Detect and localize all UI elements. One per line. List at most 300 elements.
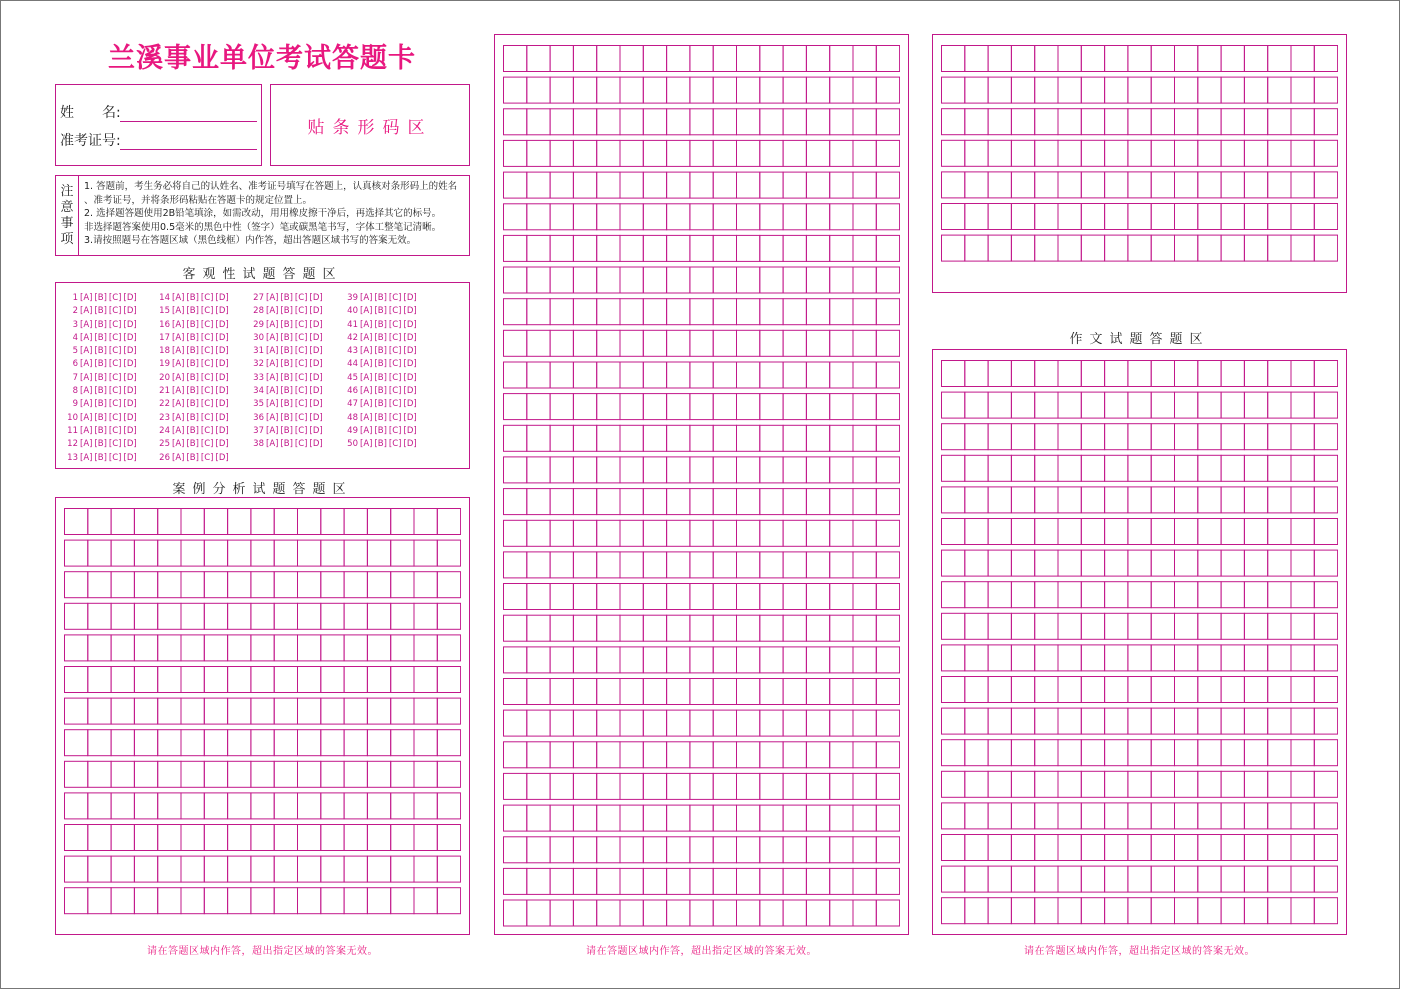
answer-bubble[interactable]: [A]: [172, 319, 185, 330]
answer-bubble[interactable]: [A]: [360, 293, 373, 303]
answer-bubble[interactable]: [C]: [108, 386, 122, 397]
answer-bubble[interactable]: [B]: [94, 346, 107, 357]
question-number: 20: [159, 372, 170, 383]
grid-cell: [760, 457, 783, 483]
answer-bubble[interactable]: [A]: [172, 332, 185, 343]
answer-bubble[interactable]: [C]: [108, 359, 122, 370]
case-writing-grid[interactable]: [64, 508, 461, 923]
answer-bubble[interactable]: [D]: [215, 346, 229, 357]
grid-cell: [853, 172, 876, 198]
answer-bubble[interactable]: [B]: [374, 359, 387, 370]
question-row: [64, 345, 139, 358]
answer-bubble[interactable]: [B]: [374, 332, 387, 343]
grid-cell: [1151, 487, 1174, 513]
grid-cell: [853, 520, 876, 546]
answer-bubble[interactable]: [A]: [80, 359, 93, 370]
answer-bubble[interactable]: [B]: [94, 306, 107, 317]
grid-cell: [830, 299, 853, 325]
answer-bubble[interactable]: [D]: [403, 412, 417, 423]
grid-cell: [158, 856, 181, 882]
answer-bubble[interactable]: [D]: [309, 332, 323, 343]
grid-cell: [620, 615, 643, 641]
answer-bubble[interactable]: [C]: [200, 332, 214, 343]
grid-cell: [737, 900, 760, 926]
grid-cell: [1058, 455, 1081, 481]
answer-bubble[interactable]: [B]: [186, 359, 199, 370]
grid-cell: [713, 204, 736, 230]
grid-cell: [643, 552, 666, 578]
answer-bubble[interactable]: [A]: [360, 372, 373, 383]
grid-cell: [527, 710, 550, 736]
answer-bubble[interactable]: [B]: [280, 399, 293, 410]
answer-bubble[interactable]: [A]: [360, 399, 373, 410]
grid-cell: [830, 679, 853, 705]
answer-bubble[interactable]: [A]: [360, 439, 373, 450]
answer-bubble[interactable]: [D]: [123, 372, 137, 383]
grid-cell: [942, 109, 965, 135]
answer-bubble[interactable]: [A]: [266, 372, 279, 383]
grid-cell: [181, 509, 204, 535]
answer-bubble[interactable]: [A]: [172, 386, 185, 397]
answer-bubble[interactable]: [D]: [309, 359, 323, 370]
answer-bubble[interactable]: [C]: [388, 332, 402, 343]
grid-cell: [65, 793, 88, 819]
grid-cell: [1151, 77, 1174, 103]
answer-bubble[interactable]: [B]: [374, 399, 387, 410]
answer-bubble[interactable]: [D]: [123, 412, 137, 423]
grid-cell: [204, 761, 227, 787]
grid-cell: [1105, 172, 1128, 198]
answer-bubble[interactable]: [C]: [294, 306, 308, 317]
grid-cell: [391, 825, 414, 851]
answer-bubble[interactable]: [C]: [294, 425, 308, 436]
grid-cell: [1151, 645, 1174, 671]
grid-cell: [298, 509, 321, 535]
answer-bubble[interactable]: [C]: [294, 346, 308, 357]
answer-bubble[interactable]: [A]: [266, 399, 279, 410]
answer-bubble[interactable]: [D]: [215, 412, 229, 423]
grid-cell: [1058, 677, 1081, 703]
answer-bubble[interactable]: [A]: [172, 293, 185, 303]
answer-bubble[interactable]: [A]: [360, 412, 373, 423]
answer-bubble[interactable]: [A]: [172, 346, 185, 357]
answer-bubble[interactable]: [D]: [123, 425, 137, 436]
answer-bubble[interactable]: [A]: [266, 293, 279, 303]
grid-cell: [853, 773, 876, 799]
answer-bubble[interactable]: [A]: [80, 412, 93, 423]
answer-bubble[interactable]: [B]: [94, 399, 107, 410]
answer-bubble[interactable]: [B]: [94, 452, 107, 463]
grid-cell: [620, 710, 643, 736]
grid-cell: [1035, 835, 1058, 861]
answer-bubble[interactable]: [D]: [215, 372, 229, 383]
answer-bubble[interactable]: [D]: [403, 332, 417, 343]
answer-bubble[interactable]: [A]: [266, 425, 279, 436]
answer-bubble[interactable]: [D]: [309, 425, 323, 436]
answer-bubble[interactable]: [C]: [200, 319, 214, 330]
answer-bubble[interactable]: [D]: [215, 439, 229, 450]
answer-bubble[interactable]: [A]: [360, 386, 373, 397]
answer-bubble[interactable]: [C]: [200, 412, 214, 423]
grid-cell: [760, 77, 783, 103]
answer-bubble[interactable]: [A]: [360, 346, 373, 357]
answer-bubble[interactable]: [D]: [309, 372, 323, 383]
answer-bubble[interactable]: [C]: [200, 372, 214, 383]
grid-cell: [228, 856, 251, 882]
answer-bubble[interactable]: [D]: [309, 412, 323, 423]
answer-bubble[interactable]: [D]: [215, 293, 229, 303]
answer-bubble[interactable]: [B]: [374, 439, 387, 450]
answer-bubble[interactable]: [C]: [200, 346, 214, 357]
answer-bubble[interactable]: [D]: [309, 293, 323, 303]
answer-bubble[interactable]: [D]: [403, 372, 417, 383]
grid-cell: [830, 520, 853, 546]
answer-bubble[interactable]: [C]: [294, 412, 308, 423]
answer-bubble[interactable]: [C]: [200, 306, 214, 317]
answer-bubble[interactable]: [D]: [123, 399, 137, 410]
grid-cell: [1198, 582, 1221, 608]
answer-bubble[interactable]: [B]: [186, 425, 199, 436]
answer-bubble[interactable]: [B]: [280, 359, 293, 370]
answer-bubble[interactable]: [A]: [172, 399, 185, 410]
answer-bubble[interactable]: [D]: [309, 386, 323, 397]
grid-cell: [597, 710, 620, 736]
answer-bubble[interactable]: [C]: [294, 332, 308, 343]
answer-bubble[interactable]: [C]: [108, 425, 122, 436]
answer-bubble[interactable]: [B]: [280, 332, 293, 343]
answer-bubble[interactable]: [C]: [294, 359, 308, 370]
answer-bubble[interactable]: [A]: [266, 346, 279, 357]
grid-cell: [942, 455, 965, 481]
answer-bubble[interactable]: [C]: [294, 372, 308, 383]
grid-cell: [1105, 898, 1128, 924]
grid-cell: [1128, 519, 1151, 545]
answer-bubble[interactable]: [B]: [94, 425, 107, 436]
answer-bubble[interactable]: [C]: [108, 346, 122, 357]
grid-cell: [876, 140, 899, 166]
grid-cell: [830, 584, 853, 610]
answer-bubble[interactable]: [A]: [266, 412, 279, 423]
answer-bubble[interactable]: [B]: [186, 372, 199, 383]
grid-cell: [620, 489, 643, 515]
answer-bubble[interactable]: [A]: [360, 319, 373, 330]
answer-bubble[interactable]: [B]: [374, 425, 387, 436]
answer-bubble[interactable]: [B]: [94, 439, 107, 450]
answer-bubble[interactable]: [B]: [280, 372, 293, 383]
exam-id-field[interactable]: [120, 149, 257, 150]
answer-bubble[interactable]: [A]: [172, 359, 185, 370]
answer-bubble[interactable]: [B]: [374, 319, 387, 330]
grid-cell: [597, 425, 620, 451]
grid-cell: [620, 425, 643, 451]
grid-cell: [853, 109, 876, 135]
answer-bubble[interactable]: [B]: [280, 412, 293, 423]
answer-bubble[interactable]: [C]: [388, 399, 402, 410]
answer-bubble[interactable]: [C]: [200, 386, 214, 397]
answer-bubble[interactable]: [D]: [309, 346, 323, 357]
top-right-writing-grid[interactable]: [941, 45, 1338, 270]
answer-bubble[interactable]: [D]: [403, 319, 417, 330]
answer-bubble[interactable]: [B]: [94, 412, 107, 423]
answer-bubble[interactable]: [B]: [186, 293, 199, 303]
answer-bubble[interactable]: [C]: [200, 452, 214, 463]
grid-cell: [667, 172, 690, 198]
answer-bubble[interactable]: [D]: [403, 439, 417, 450]
answer-bubble[interactable]: [A]: [80, 399, 93, 410]
answer-bubble[interactable]: [C]: [108, 452, 122, 463]
answer-bubble[interactable]: [C]: [108, 412, 122, 423]
answer-bubble[interactable]: [A]: [360, 306, 373, 317]
answer-bubble[interactable]: [B]: [280, 293, 293, 303]
answer-bubble[interactable]: [A]: [266, 386, 279, 397]
answer-bubble[interactable]: [A]: [80, 293, 93, 303]
answer-bubble[interactable]: [A]: [172, 412, 185, 423]
answer-bubble[interactable]: [D]: [123, 386, 137, 397]
answer-bubble[interactable]: [D]: [123, 346, 137, 357]
grid-cell: [251, 793, 274, 819]
answer-bubble[interactable]: [D]: [123, 293, 137, 303]
answer-bubble[interactable]: [C]: [388, 439, 402, 450]
question-row: [156, 372, 231, 385]
answer-bubble[interactable]: [C]: [200, 293, 214, 303]
answer-bubble[interactable]: [C]: [388, 425, 402, 436]
answer-bubble[interactable]: [B]: [280, 346, 293, 357]
grid-cell: [1244, 204, 1267, 230]
grid-cell: [1268, 361, 1291, 387]
answer-bubble[interactable]: [B]: [94, 332, 107, 343]
grid-cell: [690, 552, 713, 578]
grid-cell: [274, 635, 297, 661]
answer-bubble[interactable]: [A]: [266, 306, 279, 317]
grid-cell: [321, 698, 344, 724]
answer-bubble[interactable]: [D]: [403, 346, 417, 357]
answer-bubble[interactable]: [C]: [200, 359, 214, 370]
grid-cell: [1058, 835, 1081, 861]
answer-bubble[interactable]: [A]: [80, 425, 93, 436]
name-field[interactable]: [120, 121, 257, 122]
answer-bubble[interactable]: [A]: [172, 425, 185, 436]
grid-cell: [573, 489, 596, 515]
grid-cell: [965, 487, 988, 513]
middle-writing-grid[interactable]: [503, 45, 900, 935]
answer-bubble[interactable]: [C]: [108, 319, 122, 330]
answer-bubble[interactable]: [D]: [123, 306, 137, 317]
answer-bubble[interactable]: [B]: [186, 319, 199, 330]
grid-cell: [713, 140, 736, 166]
answer-bubble[interactable]: [D]: [215, 319, 229, 330]
answer-bubble[interactable]: [B]: [374, 386, 387, 397]
answer-bubble[interactable]: [B]: [186, 452, 199, 463]
answer-bubble[interactable]: [B]: [280, 386, 293, 397]
essay-writing-grid[interactable]: [941, 360, 1338, 933]
answer-bubble[interactable]: [A]: [266, 319, 279, 330]
answer-bubble[interactable]: [C]: [200, 439, 214, 450]
grid-cell: [88, 825, 111, 851]
answer-bubble[interactable]: [A]: [360, 425, 373, 436]
answer-bubble[interactable]: [D]: [403, 359, 417, 370]
answer-bubble[interactable]: [D]: [215, 359, 229, 370]
answer-bubble[interactable]: [A]: [80, 452, 93, 463]
grid-cell: [527, 900, 550, 926]
grid-cell: [1314, 172, 1337, 198]
answer-bubble[interactable]: [B]: [374, 346, 387, 357]
grid-cell: [1268, 740, 1291, 766]
grid-cell: [1151, 866, 1174, 892]
answer-bubble[interactable]: [C]: [388, 346, 402, 357]
question-row: [344, 292, 419, 305]
answer-bubble[interactable]: [A]: [172, 452, 185, 463]
answer-bubble[interactable]: [B]: [374, 372, 387, 383]
answer-bubble[interactable]: [C]: [388, 319, 402, 330]
answer-bubble[interactable]: [B]: [186, 346, 199, 357]
grid-cell: [667, 46, 690, 72]
notes-label-char: 项: [60, 232, 74, 247]
answer-bubble[interactable]: [C]: [200, 425, 214, 436]
answer-bubble[interactable]: [B]: [280, 439, 293, 450]
grid-cell: [1081, 77, 1104, 103]
grid-cell: [643, 584, 666, 610]
grid-cell: [643, 46, 666, 72]
grid-cell: [65, 667, 88, 693]
answer-bubble[interactable]: [D]: [403, 386, 417, 397]
answer-bubble[interactable]: [C]: [388, 372, 402, 383]
grid-cell: [1175, 677, 1198, 703]
grid-cell: [437, 856, 460, 882]
answer-bubble[interactable]: [B]: [94, 386, 107, 397]
grid-cell: [760, 710, 783, 736]
answer-bubble[interactable]: [D]: [309, 319, 323, 330]
grid-cell: [760, 235, 783, 261]
answer-bubble[interactable]: [D]: [309, 399, 323, 410]
answer-bubble[interactable]: [C]: [108, 372, 122, 383]
answer-bubble[interactable]: [D]: [215, 399, 229, 410]
answer-bubble[interactable]: [D]: [215, 306, 229, 317]
answer-bubble[interactable]: [C]: [200, 399, 214, 410]
answer-bubble[interactable]: [C]: [294, 293, 308, 303]
answer-bubble[interactable]: [A]: [266, 439, 279, 450]
answer-bubble[interactable]: [B]: [94, 293, 107, 303]
answer-bubble[interactable]: [B]: [186, 386, 199, 397]
answer-bubble[interactable]: [C]: [108, 439, 122, 450]
answer-bubble[interactable]: [B]: [280, 425, 293, 436]
answer-bubble[interactable]: [D]: [123, 359, 137, 370]
answer-bubble[interactable]: [A]: [80, 386, 93, 397]
answer-bubble[interactable]: [B]: [186, 439, 199, 450]
answer-bubble[interactable]: [A]: [172, 439, 185, 450]
answer-bubble[interactable]: [A]: [80, 346, 93, 357]
answer-bubble[interactable]: [B]: [374, 412, 387, 423]
answer-bubble[interactable]: [D]: [403, 425, 417, 436]
grid-cell: [806, 520, 829, 546]
answer-bubble[interactable]: [B]: [374, 306, 387, 317]
grid-cell: [527, 584, 550, 610]
answer-bubble[interactable]: [D]: [123, 332, 137, 343]
grid-cell: [1198, 740, 1221, 766]
answer-bubble[interactable]: [D]: [215, 386, 229, 397]
grid-cell: [620, 394, 643, 420]
grid-cell: [1268, 172, 1291, 198]
answer-bubble[interactable]: [C]: [388, 306, 402, 317]
answer-bubble[interactable]: [B]: [94, 319, 107, 330]
answer-bubble[interactable]: [B]: [94, 359, 107, 370]
grid-cell: [643, 805, 666, 831]
grid-cell: [134, 793, 157, 819]
grid-cell: [1291, 235, 1314, 261]
answer-bubble[interactable]: [D]: [123, 452, 137, 463]
grid-cell: [1058, 519, 1081, 545]
answer-bubble[interactable]: [B]: [186, 412, 199, 423]
answer-bubble[interactable]: [B]: [186, 306, 199, 317]
answer-bubble[interactable]: [C]: [294, 386, 308, 397]
answer-bubble[interactable]: [C]: [294, 399, 308, 410]
grid-cell: [504, 172, 527, 198]
answer-bubble[interactable]: [D]: [403, 293, 417, 303]
answer-bubble[interactable]: [C]: [108, 399, 122, 410]
answer-bubble[interactable]: [D]: [215, 332, 229, 343]
answer-bubble[interactable]: [B]: [374, 293, 387, 303]
grid-cell: [1035, 361, 1058, 387]
answer-bubble[interactable]: [A]: [360, 359, 373, 370]
answer-bubble[interactable]: [C]: [108, 332, 122, 343]
grid-cell: [437, 667, 460, 693]
question-row: [344, 385, 419, 398]
answer-bubble[interactable]: [B]: [186, 399, 199, 410]
grid-cell: [181, 761, 204, 787]
answer-bubble[interactable]: [A]: [80, 439, 93, 450]
answer-bubble[interactable]: [D]: [403, 399, 417, 410]
answer-bubble[interactable]: [D]: [403, 306, 417, 317]
answer-bubble[interactable]: [D]: [309, 306, 323, 317]
answer-bubble[interactable]: [A]: [172, 372, 185, 383]
answer-bubble[interactable]: [C]: [388, 412, 402, 423]
grid-cell: [573, 837, 596, 863]
answer-bubble[interactable]: [A]: [80, 372, 93, 383]
grid-cell: [737, 710, 760, 736]
answer-bubble[interactable]: [C]: [294, 439, 308, 450]
answer-bubble[interactable]: [C]: [294, 319, 308, 330]
grid-cell: [806, 362, 829, 388]
answer-bubble[interactable]: [D]: [123, 439, 137, 450]
answer-bubble[interactable]: [A]: [80, 319, 93, 330]
answer-bubble[interactable]: [C]: [108, 293, 122, 303]
answer-bubble[interactable]: [C]: [108, 306, 122, 317]
answer-bubble[interactable]: [B]: [280, 306, 293, 317]
answer-bubble[interactable]: [C]: [388, 293, 402, 303]
answer-bubble[interactable]: [B]: [280, 319, 293, 330]
grid-cell: [1011, 582, 1034, 608]
answer-bubble[interactable]: [C]: [388, 386, 402, 397]
grid-cell: [667, 773, 690, 799]
answer-bubble[interactable]: [A]: [266, 359, 279, 370]
answer-bubble[interactable]: [D]: [309, 439, 323, 450]
grid-cell: [181, 856, 204, 882]
answer-bubble[interactable]: [A]: [80, 332, 93, 343]
grid-cell: [158, 761, 181, 787]
answer-bubble[interactable]: [B]: [186, 332, 199, 343]
question-number: 19: [159, 359, 170, 370]
answer-bubble[interactable]: [A]: [172, 306, 185, 317]
answer-bubble[interactable]: [C]: [388, 359, 402, 370]
answer-bubble[interactable]: [A]: [360, 332, 373, 343]
answer-bubble[interactable]: [D]: [215, 425, 229, 436]
answer-bubble[interactable]: [B]: [94, 372, 107, 383]
answer-bubble[interactable]: [A]: [80, 306, 93, 317]
answer-bubble[interactable]: [D]: [123, 319, 137, 330]
grid-cell: [550, 773, 573, 799]
grid-cell: [1128, 835, 1151, 861]
answer-bubble[interactable]: [A]: [266, 332, 279, 343]
answer-bubble[interactable]: [D]: [215, 452, 229, 463]
